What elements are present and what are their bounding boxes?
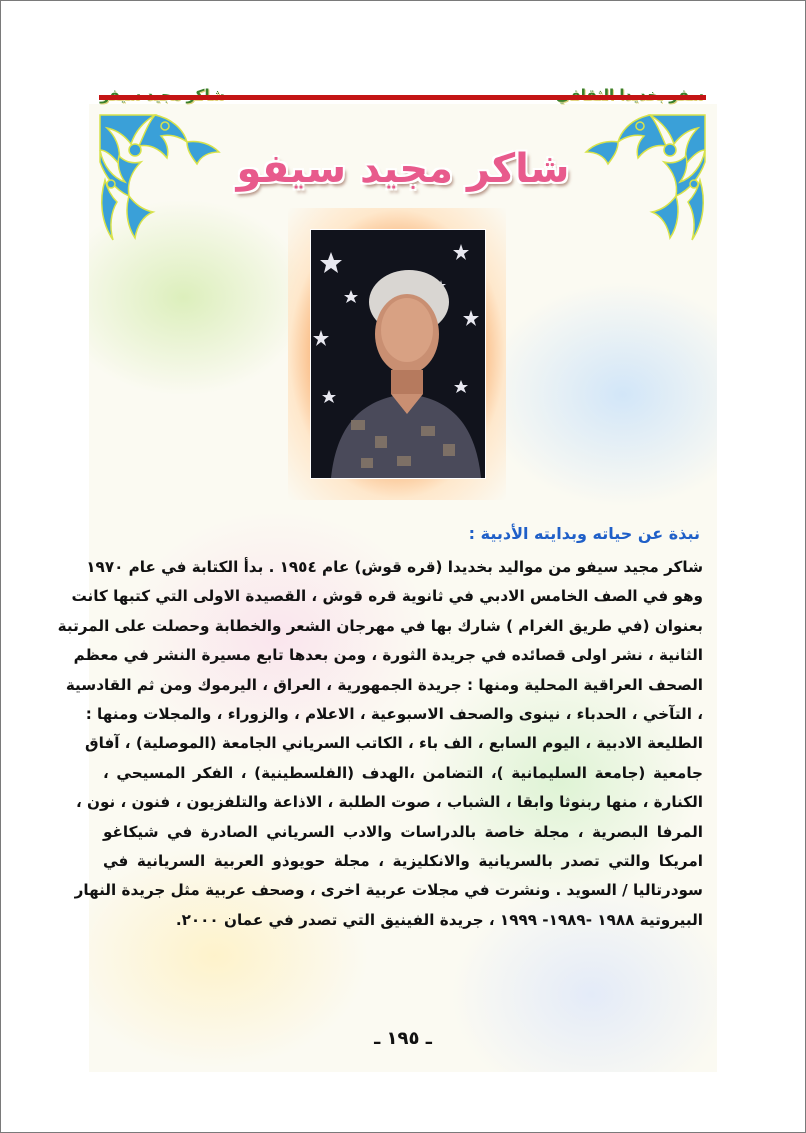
page-title: شاكر مجيد سيفو [236, 146, 570, 192]
text-line: جامعية (جامعة السليمانية )، التضامن ،الهدف (الفلسطينية) ، الفكر المسيحي ، [103, 763, 703, 782]
text-line: الطليعة الادبية ، اليوم السابع ، الف باء ، الكاتب السرياني الجامعة (الموصلية) ، آفاق [85, 734, 703, 753]
header-rule [99, 95, 706, 100]
text-line: البيروتية ١٩٨٨ -١٩٨٩- ١٩٩٩ ، جريدة الفينيق التي تصدر في عمان ٢٠٠٠. [175, 910, 703, 929]
text-line: بعنوان (في طريق الغرام ) شارك بها في مهرجان الشعر والخطابة وحصلت على المرتبة [57, 616, 703, 635]
text-line: شاكر مجيد سيفو من مواليد بخديدا (قره قوش) عام ١٩٥٤ . بدأ الكتابة في عام ١٩٧٠ [86, 558, 703, 576]
text-line: الكنارة ، منها ربنوثا وابقا ، الشباب ، صوت الطلبة ، الاذاعة والتلفزيون ، فنون ، نون ، [75, 793, 703, 812]
text-line: الصحف العراقية المحلية ومنها : جريدة الجمهورية ، العراق ، اليرموك ومن ثم القادسية [65, 675, 703, 694]
portrait-photo-icon [311, 230, 485, 478]
text-line: ، التآخي ، الحدباء ، نينوى والصحف الاسبوعية ، الاعلام ، والزوراء ، والمجلات ومنها : [85, 704, 703, 723]
text-line: امريكا والتي تصدر بالسريانية والانكليزية ، مجلة حويوذو العربية السريانية في [103, 851, 703, 870]
text-line: المرفا البصرية ، مجلة خاصة بالدراسات والادب السرياني الصادرة في شيكاغو [103, 822, 703, 841]
text-line: الثانية ، نشر اولى قصائده في جريدة الثورة ، ومن بعدها تابع مسيرة النشر في معظم [73, 646, 703, 665]
author-portrait [310, 229, 486, 479]
biography-text [57, 553, 703, 935]
text-line: سودرتاليا / السويد . ونشرت في مجلات عربية اخرى ، وصحف عربية مثل جريدة النهار [74, 881, 703, 900]
section-heading: نبذة عن حياته وبدايته الأدبية : [468, 524, 700, 543]
text-line: وهو في الصف الخامس الادبي في ثانوية قره قوش ، القصيدة الاولى التي كتبها كانت [71, 587, 703, 606]
page-number: ـ ١٩٥ ـ [374, 1028, 432, 1049]
